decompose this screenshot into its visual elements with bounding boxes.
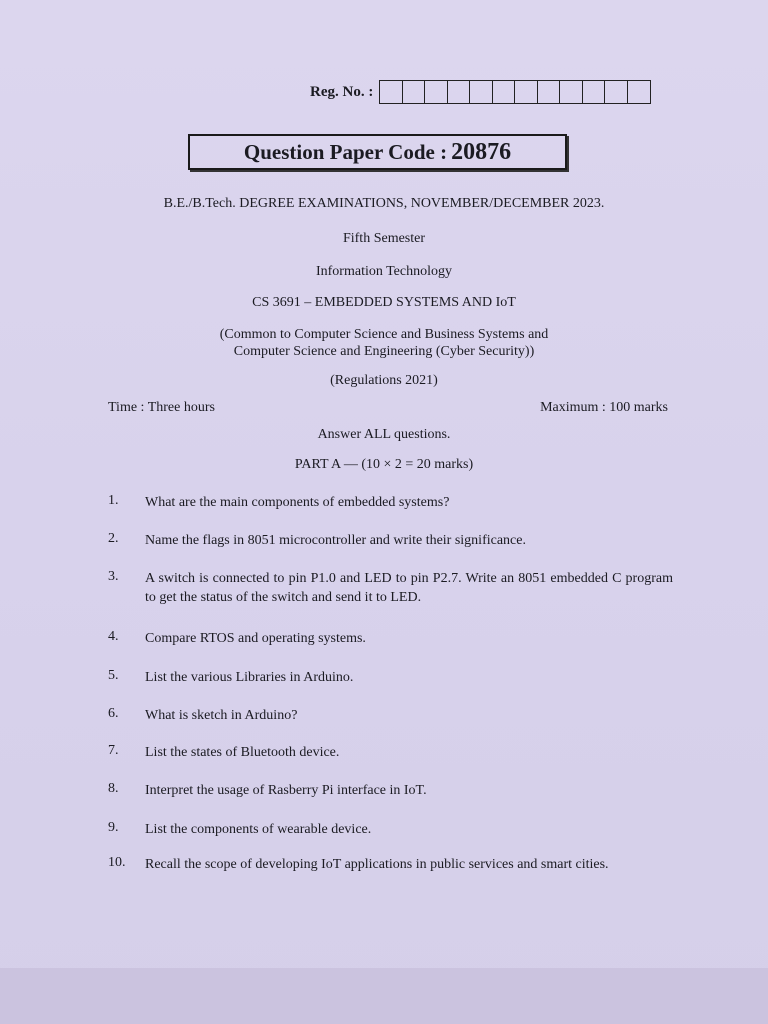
register-number-row xyxy=(310,80,651,104)
instructions: Answer ALL questions. xyxy=(317,427,451,442)
question-text: Interpret the usage of Rasberry Pi interface in IoT. xyxy=(145,783,427,798)
part-a-heading: PART A — (10 × 2 = 20 marks) xyxy=(294,457,474,472)
department: Information Technology xyxy=(315,264,452,279)
question-text: List the states of Bluetooth device. xyxy=(145,745,340,760)
question-text: Name the flags in 8051 microcontroller and write their significance. xyxy=(145,533,526,548)
reg-no-box xyxy=(425,81,448,103)
question-item xyxy=(108,531,673,550)
time-marks-row xyxy=(108,400,668,416)
question-text: List the various Libraries in Arduino. xyxy=(145,670,354,685)
question-item xyxy=(108,706,673,725)
course-title: CS 3691 – EMBEDDED SYSTEMS AND IoT xyxy=(252,295,516,310)
question-text: What are the main components of embedded systems? xyxy=(145,495,450,510)
reg-no-label: Reg. No. : xyxy=(310,83,374,100)
question-number: 4. xyxy=(108,629,119,644)
reg-no-boxes xyxy=(379,80,651,104)
code-number: 20876 xyxy=(451,138,512,165)
reg-no-box xyxy=(560,81,583,103)
question-item xyxy=(108,668,673,687)
time-allowed: Time : Three hours xyxy=(108,400,215,415)
question-item xyxy=(108,743,673,762)
scan-bottom-edge xyxy=(0,968,768,1024)
question-paper-code-box xyxy=(188,134,567,170)
question-text: What is sketch in Arduino? xyxy=(145,708,298,723)
reg-no-box xyxy=(470,81,493,103)
question-item xyxy=(108,629,673,648)
question-text: A switch is connected to pin P1.0 and LED to pin P2.7. Write an 8051 embedded C program to get the status of the switch and send it to LED. xyxy=(145,571,673,605)
semester: Fifth Semester xyxy=(342,231,426,246)
question-number: 2. xyxy=(108,531,119,546)
question-item xyxy=(108,781,673,800)
maximum-marks: Maximum : 100 marks xyxy=(540,400,668,415)
code-label: Question Paper Code : xyxy=(243,139,448,164)
question-number: 1. xyxy=(108,493,119,508)
reg-no-box xyxy=(380,81,403,103)
reg-no-box xyxy=(583,81,606,103)
reg-no-box xyxy=(448,81,471,103)
reg-no-box xyxy=(605,81,628,103)
reg-no-box xyxy=(538,81,561,103)
question-item xyxy=(108,855,673,874)
question-item xyxy=(108,820,673,839)
common-to-line-2: Computer Science and Engineering (Cyber Security)) xyxy=(233,344,535,359)
reg-no-box xyxy=(515,81,538,103)
common-to-line-1: (Common to Computer Science and Business Systems and xyxy=(219,327,549,342)
question-text: Recall the scope of developing IoT applications in public services and smart cities. xyxy=(145,857,609,872)
regulations: (Regulations 2021) xyxy=(330,373,438,388)
question-number: 5. xyxy=(108,668,119,683)
question-text: Compare RTOS and operating systems. xyxy=(145,631,366,646)
reg-no-box xyxy=(493,81,516,103)
question-item xyxy=(108,569,673,607)
question-item xyxy=(108,493,673,512)
reg-no-box xyxy=(403,81,426,103)
reg-no-box xyxy=(628,81,651,103)
question-number: 9. xyxy=(108,820,119,835)
question-number: 7. xyxy=(108,743,119,758)
question-text: List the components of wearable device. xyxy=(145,822,372,837)
question-number: 6. xyxy=(108,706,119,721)
degree-line: B.E./B.Tech. DEGREE EXAMINATIONS, NOVEMBER/DECEMBER 2023. xyxy=(163,196,605,211)
question-number: 3. xyxy=(108,569,119,584)
question-number: 10. xyxy=(108,855,126,870)
question-number: 8. xyxy=(108,781,119,796)
